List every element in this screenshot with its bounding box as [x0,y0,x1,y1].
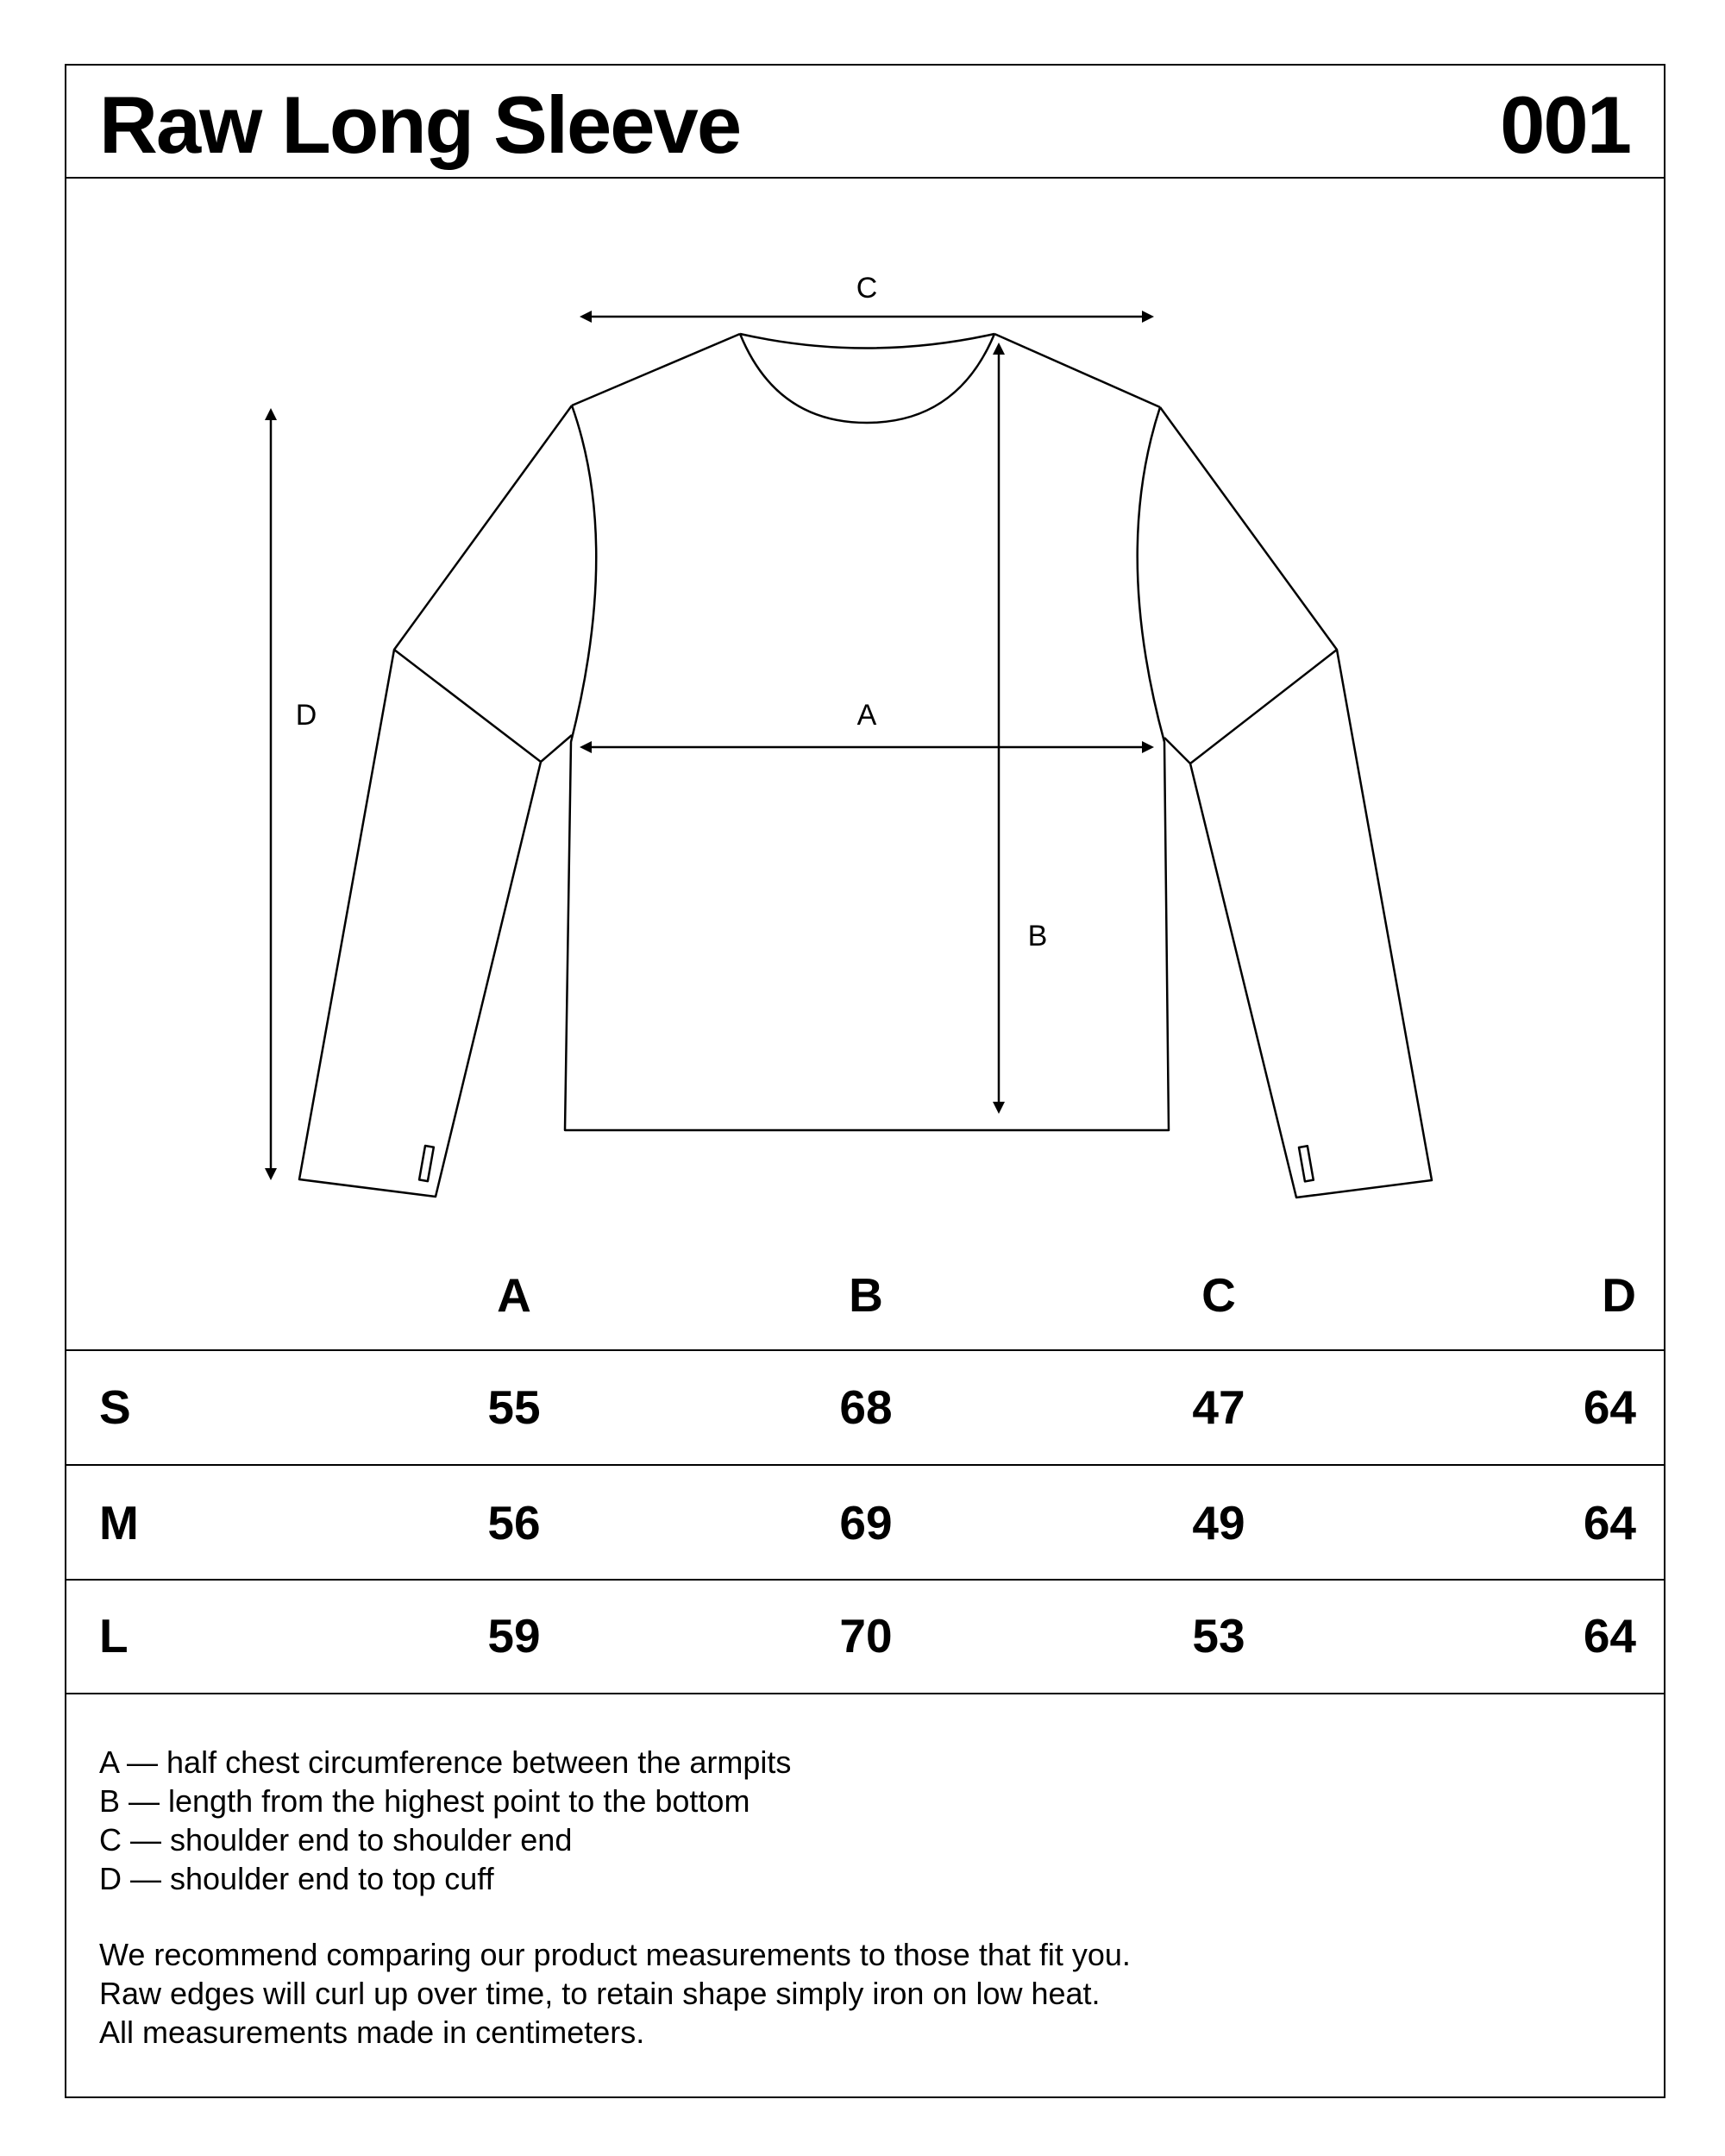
left-sleeve-seam [394,650,541,762]
column-header-a: A [497,1268,531,1322]
value-d: 64 [1583,1609,1636,1663]
value-b: 70 [839,1609,893,1663]
product-title: Raw Long Sleeve [99,79,741,170]
size-label: L [99,1609,129,1663]
row-divider-l [65,1693,1665,1694]
row-divider-s [65,1464,1665,1466]
size-label: S [99,1380,131,1434]
note-line: Raw edges will curl up over time, to retain shape simply iron on low heat. [99,1976,1101,2011]
value-d: 64 [1583,1496,1636,1549]
left-sleeve [299,405,572,1197]
label-b: B [1027,920,1048,952]
label-c: C [856,272,878,305]
arrow-b-top-head [993,343,1005,355]
column-header-d: D [1602,1268,1636,1322]
left-cuff-tag [419,1146,434,1181]
label-a: A [856,699,877,732]
column-header-b: B [849,1268,883,1322]
arrow-d-bottom-head [265,1168,277,1180]
shirt-body [565,405,1169,1130]
product-code: 001 [1500,79,1630,170]
value-b: 68 [839,1380,893,1434]
right-cuff-tag [1299,1146,1314,1181]
arrow-c-left-head [580,311,592,323]
arrow-b-bottom-head [993,1102,1005,1114]
table-header-divider [65,1349,1665,1351]
left-shoulder [572,334,740,405]
value-d: 64 [1583,1380,1636,1434]
measurement-legend [99,1743,791,1898]
note-line: We recommend comparing our product measurements to those that fit you. [99,1937,1131,1972]
note-line: All measurements made in centimeters. [99,2015,645,2050]
arrow-a-right-head [1142,741,1154,753]
legend-item: A — half chest circumference between the armpits [99,1744,792,1780]
value-c: 53 [1192,1609,1245,1663]
measurement-arrows [265,311,1154,1180]
neckline-back [740,334,994,349]
legend-item: C — shoulder end to shoulder end [99,1822,573,1857]
size-label: M [99,1496,139,1549]
care-notes [99,1935,1131,2052]
value-b: 69 [839,1496,893,1549]
right-sleeve-seam [1190,650,1337,764]
value-c: 47 [1192,1380,1245,1434]
value-a: 56 [487,1496,541,1549]
shirt-outline [299,334,1432,1197]
value-a: 59 [487,1609,541,1663]
column-header-c: C [1201,1268,1236,1322]
right-sleeve [1160,407,1432,1197]
right-shoulder [994,334,1160,407]
legend-item: D — shoulder end to top cuff [99,1861,494,1896]
value-a: 55 [487,1380,541,1434]
legend-item: B — length from the highest point to the bottom [99,1783,750,1819]
arrow-c-right-head [1142,311,1154,323]
arrow-a-left-head [580,741,592,753]
arrow-d-top-head [265,408,277,420]
label-d: D [295,699,317,732]
value-c: 49 [1192,1496,1245,1549]
row-divider-m [65,1579,1665,1581]
